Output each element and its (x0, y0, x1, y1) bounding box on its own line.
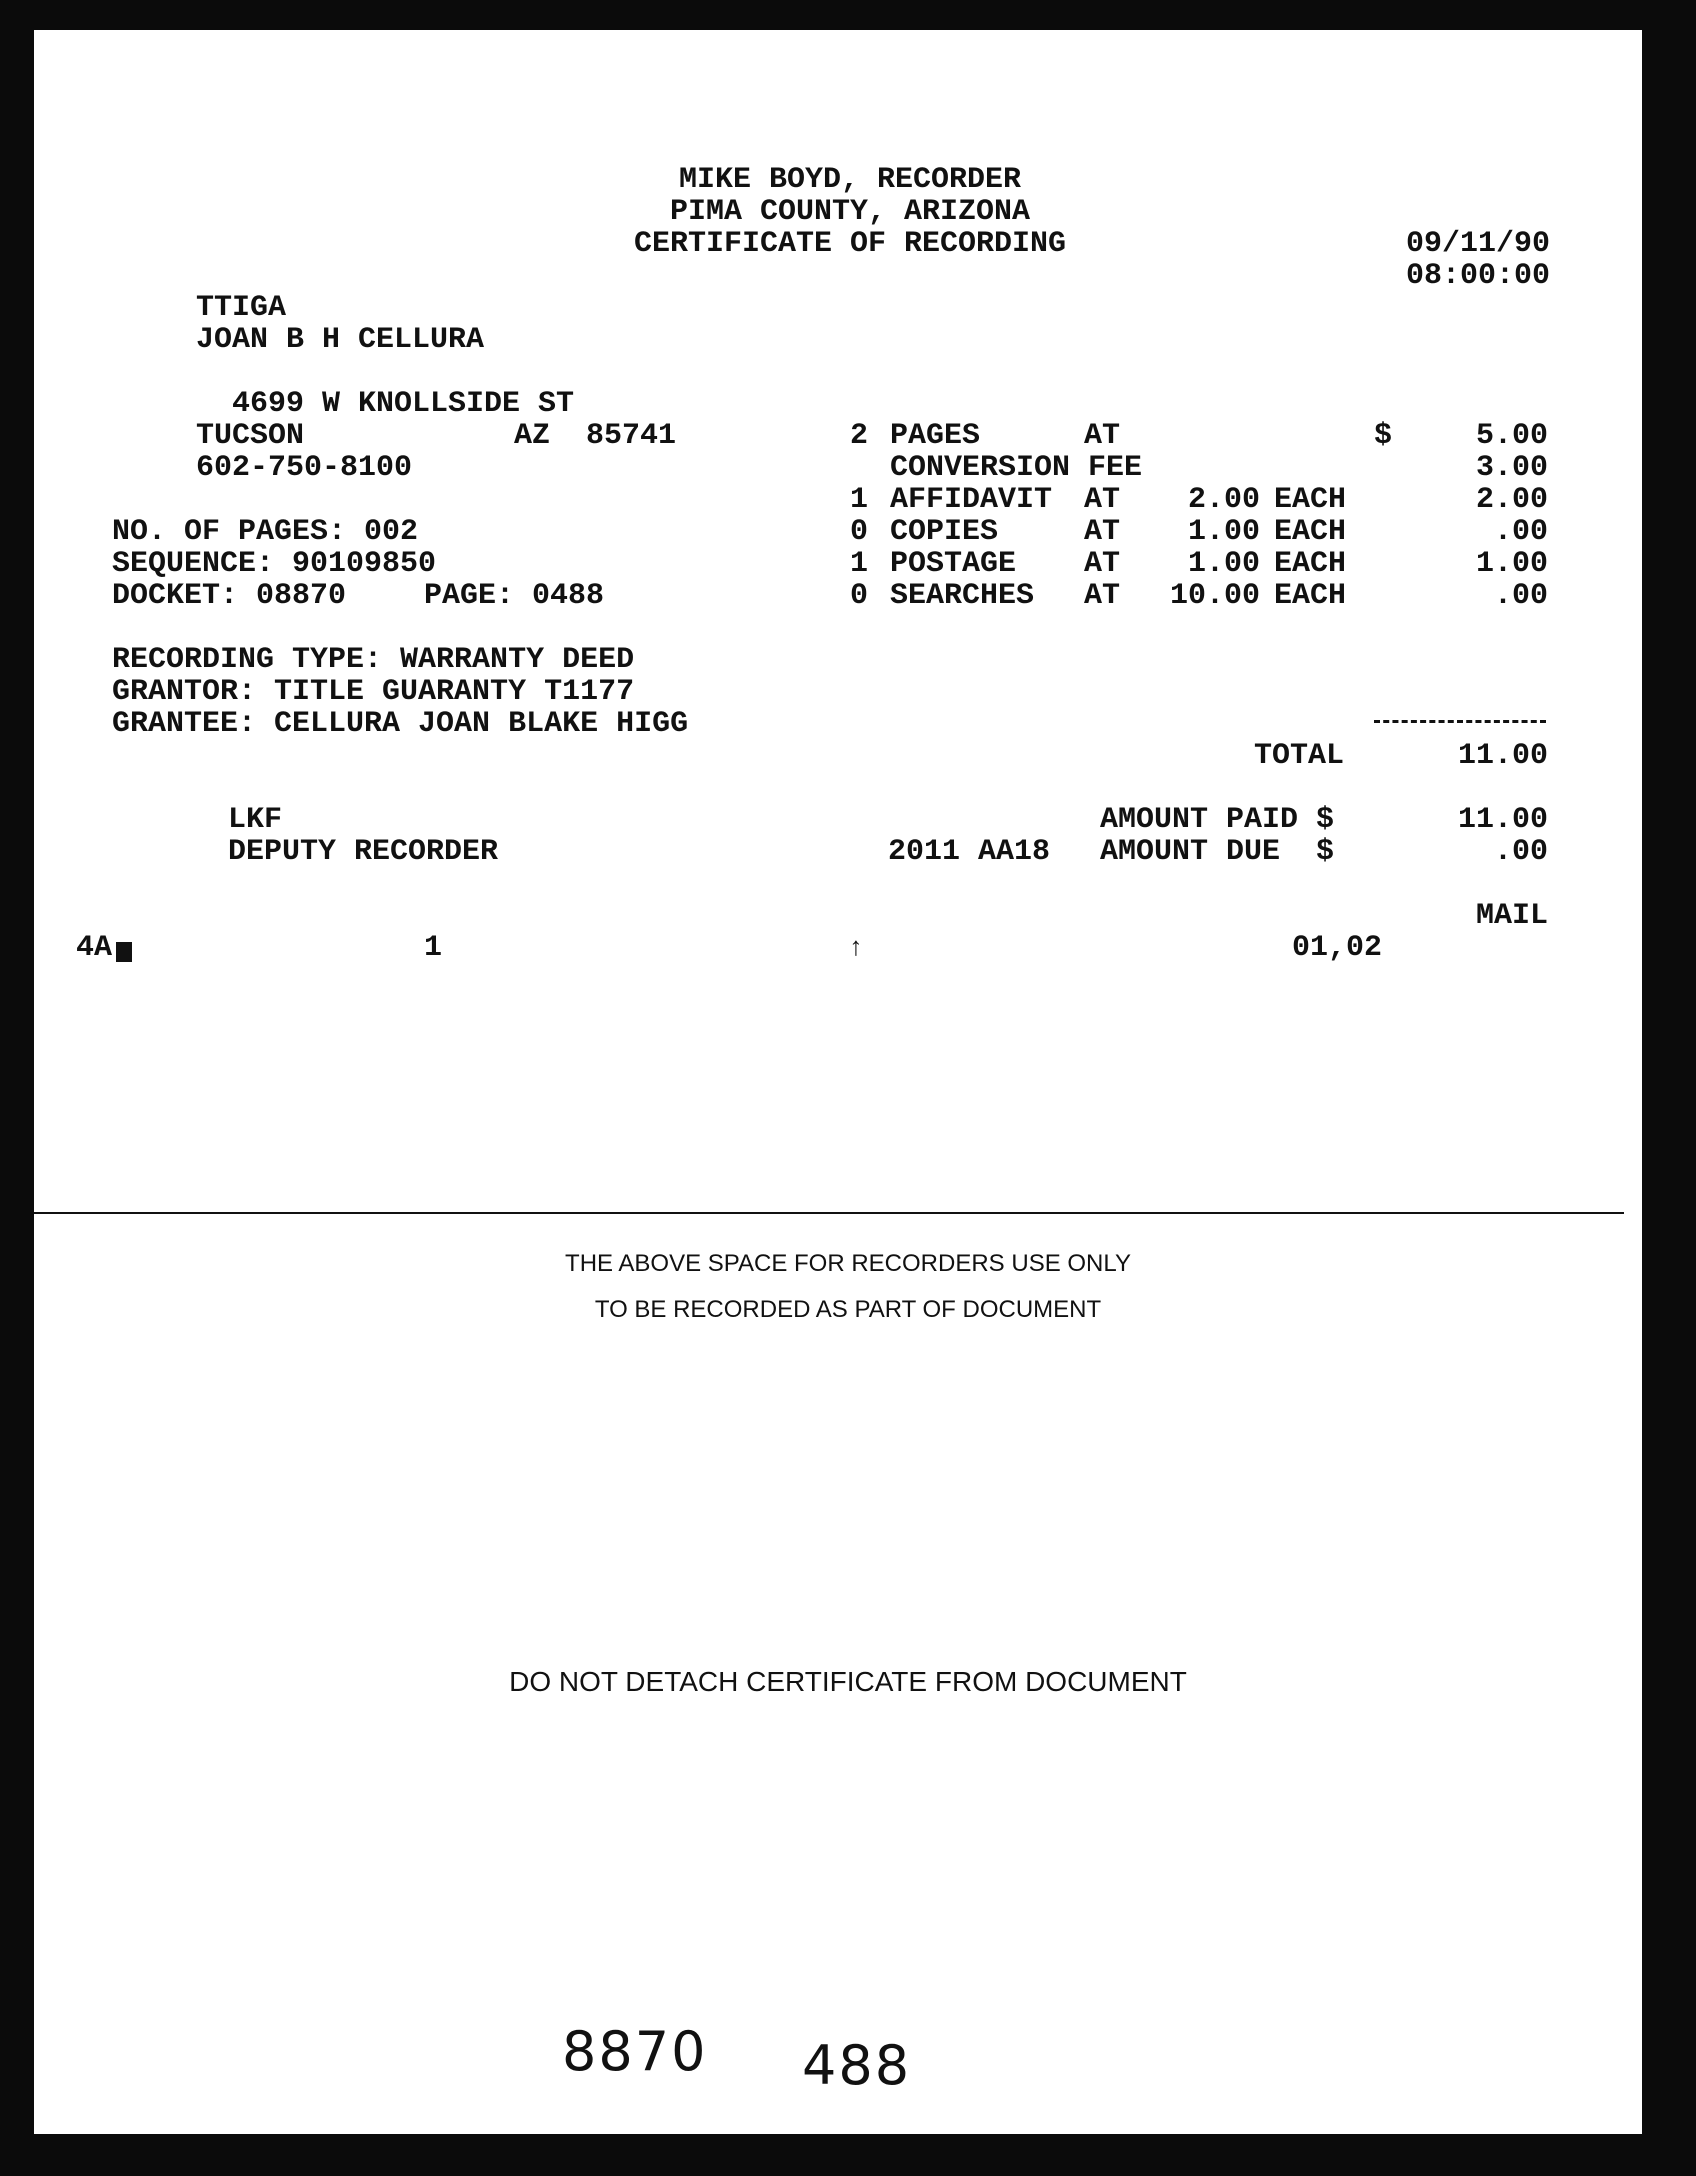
arrow-up-icon: ↑ (848, 933, 864, 963)
amount-due: .00 (1493, 835, 1548, 869)
fee-at: AT (1084, 547, 1121, 581)
fee-item: CONVERSION FEE (890, 451, 1143, 485)
recording-type: RECORDING TYPE: WARRANTY DEED (112, 643, 635, 677)
total-label: TOTAL (1254, 739, 1345, 773)
fee-rate: 1.00 (1187, 515, 1260, 549)
handwritten-page: 488 (802, 2034, 912, 2097)
fee-at: AT (1084, 483, 1121, 517)
fee-qty: 0 (850, 515, 869, 549)
redaction-block (116, 942, 132, 962)
fee-qty: 1 (850, 547, 869, 581)
sequence-number: SEQUENCE: 90109850 (112, 547, 437, 581)
addressee-phone: 602-750-8100 (196, 451, 413, 485)
fee-at: AT (1084, 419, 1121, 453)
fee-qty: 1 (850, 483, 869, 517)
addressee-line1: TTIGA (196, 291, 287, 325)
grantor: GRANTOR: TITLE GUARANTY T1177 (112, 675, 635, 709)
grantee: GRANTEE: CELLURA JOAN BLAKE HIGG (112, 707, 689, 741)
deputy-title: DEPUTY RECORDER (228, 835, 499, 869)
recorder-space-divider (34, 1212, 1624, 1214)
fee-qty: 0 (850, 579, 869, 613)
batch-code: 4A (76, 931, 113, 965)
fee-each: EACH (1274, 547, 1347, 581)
fee-item: AFFIDAVIT (890, 483, 1053, 517)
fee-at: AT (1084, 579, 1121, 613)
recording-time: 08:00:00 (1405, 259, 1550, 293)
docket-number: DOCKET: 08870 (112, 579, 347, 613)
delivery-method: MAIL (1475, 899, 1548, 933)
addressee-state-zip: AZ 85741 (514, 419, 677, 453)
amount-due-label: AMOUNT DUE $ (1100, 835, 1335, 869)
fee-rate: 1.00 (1187, 547, 1260, 581)
page-number: PAGE: 0488 (424, 579, 605, 613)
fee-item: COPIES (890, 515, 999, 549)
fee-amount: 5.00 (1475, 419, 1548, 453)
fee-each: EACH (1274, 579, 1347, 613)
fee-item: POSTAGE (890, 547, 1017, 581)
fee-item: PAGES (890, 419, 981, 453)
total-amount: 11.00 (1457, 739, 1548, 773)
amount-paid-label: AMOUNT PAID $ (1100, 803, 1335, 837)
addressee-name: JOAN B H CELLURA (196, 323, 485, 357)
handwritten-docket: 8870 (562, 2020, 708, 2083)
batch-number: 1 (424, 931, 443, 965)
fee-qty: 2 (850, 419, 869, 453)
fee-amount: 1.00 (1475, 547, 1548, 581)
fee-dollar-sign: $ (1374, 419, 1393, 453)
amount-paid: 11.00 (1457, 803, 1548, 837)
fee-amount: .00 (1493, 515, 1548, 549)
addressee-city: TUCSON (196, 419, 305, 453)
deputy-initials: LKF (228, 803, 283, 837)
fee-each: EACH (1274, 483, 1347, 517)
county-name: PIMA COUNTY, ARIZONA (669, 195, 1031, 229)
recording-date: 09/11/90 (1405, 227, 1550, 261)
fee-rate: 2.00 (1187, 483, 1260, 517)
fee-amount: .00 (1493, 579, 1548, 613)
record-part-notice: TO BE RECORDED AS PART OF DOCUMENT (594, 1296, 1102, 1323)
detach-warning: DO NOT DETACH CERTIFICATE FROM DOCUMENT (509, 1666, 1187, 1697)
fee-rate: 10.00 (1169, 579, 1260, 613)
number-of-pages: NO. OF PAGES: 002 (112, 515, 419, 549)
fee-amount: 3.00 (1475, 451, 1548, 485)
certificate-title: CERTIFICATE OF RECORDING (633, 227, 1067, 261)
recorder-space-notice: THE ABOVE SPACE FOR RECORDERS USE ONLY (565, 1250, 1131, 1277)
addressee-street: 4699 W KNOLLSIDE ST (232, 387, 575, 421)
fee-amount: 2.00 (1475, 483, 1548, 517)
fee-at: AT (1084, 515, 1121, 549)
fee-each: EACH (1274, 515, 1347, 549)
total-divider (1374, 720, 1546, 723)
recorder-name: MIKE BOYD, RECORDER (678, 163, 1022, 197)
receipt-code: 2011 AA18 (888, 835, 1051, 869)
page-range: 01,02 (1292, 931, 1383, 965)
fee-item: SEARCHES (890, 579, 1035, 613)
